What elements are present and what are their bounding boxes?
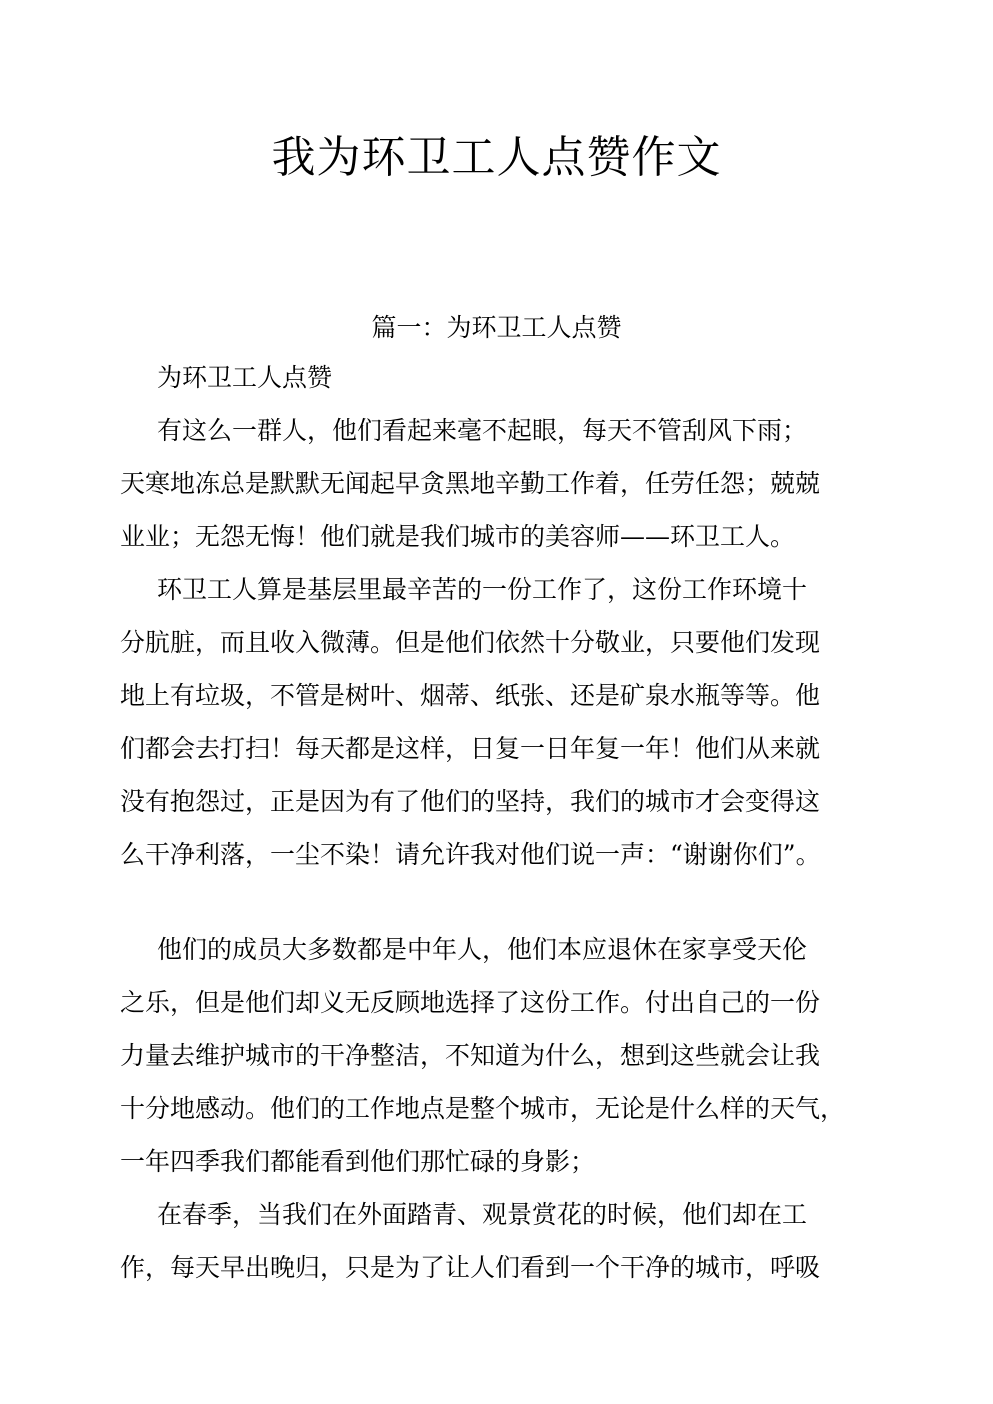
paragraph-line: 分肮脏，而且收入微薄。但是他们依然十分敬业，只要他们发现 [120,628,821,657]
paragraph-line: 他们的成员大多数都是中年人，他们本应退休在家享受天伦 [157,935,808,964]
paragraph-line: 一年四季我们都能看到他们那忙碌的身影； [120,1147,596,1176]
paragraph-line: 环卫工人算是基层里最辛苦的一份工作了，这份工作环境十 [157,575,808,604]
paragraph-line: 在春季，当我们在外面踏青、观景赏花的时候，他们却在工 [157,1200,808,1229]
paragraph-line: 们都会去打扫！每天都是这样，日复一日年复一年！他们从来就 [120,734,821,763]
paragraph-line: 有这么一群人，他们看起来毫不起眼，每天不管刮风下雨； [157,416,808,445]
subtitle-line: 为环卫工人点赞 [157,363,333,392]
paragraph-line: 么干净利落，一尘不染！请允许我对他们说一声：“谢谢你们”。 [120,840,821,869]
paragraph-line: 没有抱怨过，正是因为有了他们的坚持，我们的城市才会变得这 [120,787,821,816]
paragraph-line: 十分地感动。他们的工作地点是整个城市，无论是什么样的天气， [120,1094,846,1123]
paragraph-line: 天寒地冻总是默默无闻起早贪黑地辛勤工作着，任劳任怨；兢兢 [120,469,821,498]
paragraph-line: 地上有垃圾，不管是树叶、烟蒂、纸张、还是矿泉水瓶等等。他 [120,681,821,710]
document-title: 我为环卫工人点赞作文 [271,132,722,183]
paragraph-line: 业业；无怨无悔！他们就是我们城市的美容师——环卫工人。 [120,522,796,551]
paragraph-line: 之乐，但是他们却义无反顾地选择了这份工作。付出自己的一份 [120,988,821,1017]
paragraph-line: 作，每天早出晚归，只是为了让人们看到一个干净的城市，呼吸 [120,1253,821,1282]
section-heading: 篇一：为环卫工人点赞 [371,313,622,342]
paragraph-line: 力量去维护城市的干净整洁，不知道为什么，想到这些就会让我 [120,1041,821,1070]
